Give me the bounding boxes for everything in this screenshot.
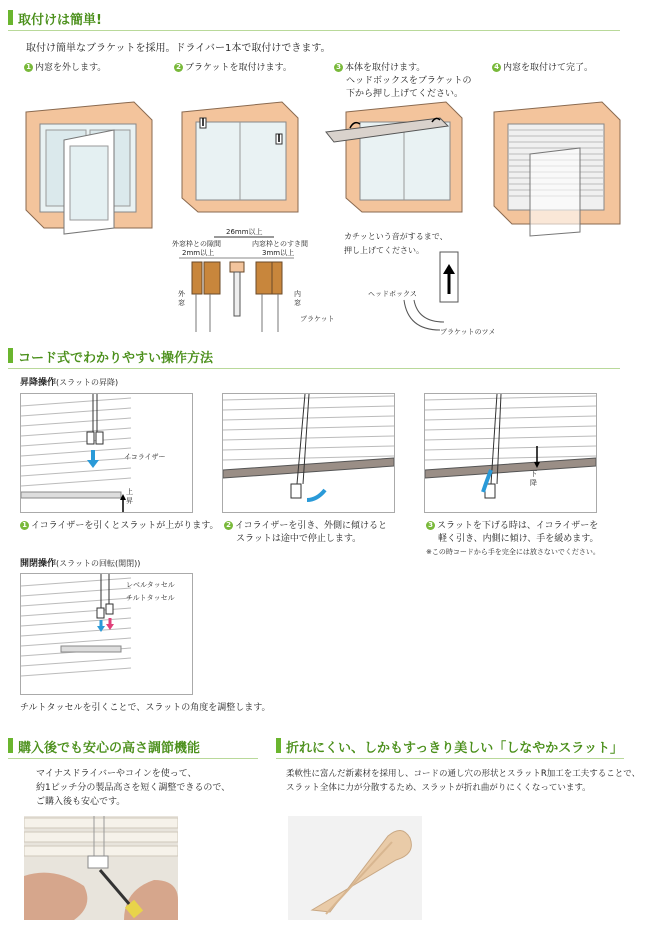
section4-line-2: スラット全体に力が分散するため、スラットが折れ曲がりにくくなっています。	[286, 783, 591, 793]
tilt-panel	[20, 573, 193, 695]
lift-title: 昇降操作(スラットの昇降)	[20, 378, 119, 388]
lift-caption-2: 2 イコライザーを引き、外側に傾けると スラットは途中で停止します。	[224, 520, 387, 546]
step-4-caption: 4 内窓を取付けて完了。	[492, 62, 593, 75]
bracket-dimension-diagram	[174, 236, 304, 334]
section3-line-2: 約1ピッチ分の製品高さを短く調整できるので、	[36, 783, 231, 793]
lift-caption-3: 3 スラットを下げる時は、イコライザーを 軽く引き、内側に傾け、手を緩めます。	[426, 520, 599, 546]
divider	[8, 30, 620, 31]
lift-caption-1: 1 イコライザーを引くとスラットが上がります。	[20, 520, 218, 533]
equalizer-label: イコライザー	[124, 453, 166, 461]
diagram-outer-value: 2mm以上	[182, 249, 215, 257]
step-3-caption: 3 本体を取付けます。 ヘッドボックスをブラケットの 下から押し上げてください。	[334, 62, 471, 101]
step-1-caption: 1 内窓を外します。	[24, 62, 106, 75]
step-2-illustration	[178, 100, 302, 218]
diagram-width-label: 26mm以上	[226, 228, 263, 236]
up-label: 上昇	[126, 488, 133, 505]
diagram-outer-label: 外窓枠との隙間	[172, 240, 221, 248]
level-tassel-label: レベルタッセル	[126, 581, 175, 589]
step-3-illustration	[322, 100, 466, 218]
section3-line-1: マイナスドライバーやコインを使って、	[36, 769, 197, 779]
diagram-inner-side: 内窓	[294, 290, 301, 307]
section4-heading: 折れにくい、しかもすっきり美しい「しなやかスラット」	[286, 741, 623, 756]
click-note-1: カチッという音がするまで、	[344, 232, 448, 241]
section-marker	[8, 348, 13, 363]
section4-line-1: 柔軟性に富んだ新素材を採用し、コードの通し穴の形状とスラットR加工を工夫することで、	[286, 769, 641, 779]
divider	[8, 758, 258, 759]
tilt-title: 開閉操作(スラットの回転(開閉))	[20, 559, 141, 569]
lift-panel-3	[424, 393, 597, 513]
divider	[8, 368, 620, 369]
diagram-inner-value: 3mm以上	[262, 249, 295, 257]
step-2-caption: 2 ブラケットを取付けます。	[174, 62, 292, 75]
section-marker	[276, 738, 281, 753]
section1-intro: 取付け簡単なブラケットを採用。ドライバー1本で取付けできます。	[26, 43, 331, 54]
flexible-slat-photo	[288, 816, 422, 920]
diagram-inner-label: 内窓枠とのすき間	[252, 240, 308, 248]
step-4-illustration	[490, 100, 624, 238]
lift-panel-2	[222, 393, 395, 513]
tilt-caption: チルトタッセルを引くことで、スラットの角度を調整します。	[20, 703, 271, 713]
section2-heading: コード式でわかりやすい操作方法	[18, 351, 214, 366]
claw-label: ブラケットのツメ	[440, 328, 496, 336]
diagram-outer-side: 外窓	[178, 290, 185, 307]
caution-note: ※この時コードから手を完全には放さないでください。	[426, 548, 600, 556]
diagram-bracket-label: ブラケット	[300, 315, 335, 323]
section-marker	[8, 738, 13, 753]
tilt-tassel-label: チルトタッセル	[126, 594, 175, 602]
adjustment-photo	[24, 816, 178, 920]
section3-line-3: ご購入後も安心です。	[36, 797, 126, 807]
click-note-2: 押し上げてください。	[344, 246, 424, 255]
section1-heading: 取付けは簡単!	[18, 13, 102, 28]
step-1-illustration	[22, 100, 156, 235]
section3-heading: 購入後でも安心の高さ調節機能	[18, 741, 201, 756]
lift-panel-1	[20, 393, 193, 513]
divider	[276, 758, 624, 759]
section-marker	[8, 10, 13, 25]
down-label: 下降	[530, 470, 537, 487]
headbox-label: ヘッドボックス	[368, 290, 417, 298]
